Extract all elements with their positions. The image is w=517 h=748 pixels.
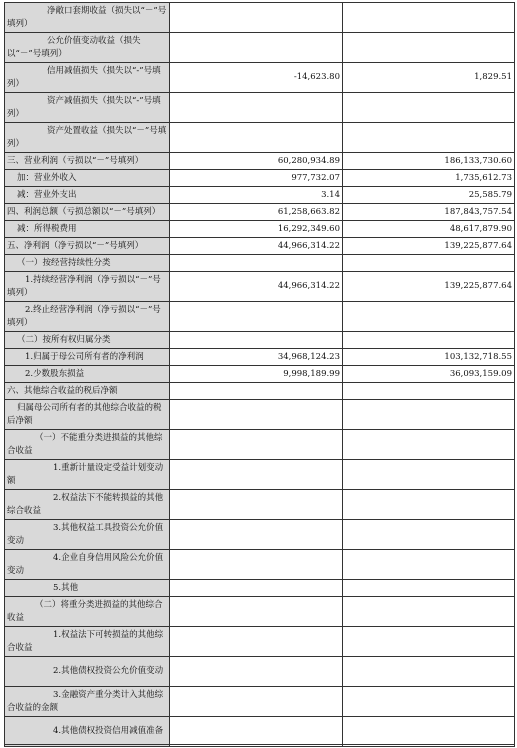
table-row [5,238,515,255]
prior-period-value [343,627,515,657]
row-label: （一）按经营持续性分类 [5,255,170,272]
prior-period-value: 139,225,877.64 [343,238,515,255]
row-label: 3.其他权益工具投资公允价值变动 [5,520,170,550]
row-label: 2.权益法下不能转损益的其他综合收益 [5,490,170,520]
current-period-value [170,255,343,272]
row-label: 减：营业外支出 [5,187,170,204]
table-row [5,187,515,204]
table-row [5,580,515,597]
current-period-value: 44,966,314.22 [170,272,343,302]
row-label: 归属母公司所有者的其他综合收益的税后净额 [5,400,170,430]
prior-period-value [343,717,515,747]
current-period-value: 44,966,314.22 [170,238,343,255]
table-row [5,63,515,93]
current-period-value [170,550,343,580]
row-label: （一）不能重分类进损益的其他综合收益 [5,430,170,460]
row-label: 四、利润总额（亏损总额以“－”号填列） [5,204,170,221]
row-label: 5.其他 [5,580,170,597]
table-row [5,717,515,747]
prior-period-value [343,400,515,430]
row-label: 1.重新计量设定受益计划变动额 [5,460,170,490]
prior-period-value [343,255,515,272]
current-period-value [170,687,343,717]
table-row [5,272,515,302]
current-period-value [170,302,343,332]
prior-period-value [343,520,515,550]
current-period-value: 60,280,934.89 [170,153,343,170]
current-period-value [170,627,343,657]
table-row [5,520,515,550]
prior-period-value: 103,132,718.55 [343,349,515,366]
prior-period-value [343,490,515,520]
current-period-value: 977,732.07 [170,170,343,187]
table-row [5,3,515,33]
prior-period-value [343,332,515,349]
table-row [5,383,515,400]
prior-period-value [343,687,515,717]
current-period-value [170,717,343,747]
current-period-value [170,383,343,400]
table-row [5,597,515,627]
prior-period-value [343,597,515,627]
table-row [5,627,515,657]
current-period-value: 3.14 [170,187,343,204]
row-label: 1.持续经营净利润（净亏损以“－”号填列） [5,272,170,302]
current-period-value [170,490,343,520]
row-label: 五、净利润（净亏损以“－”号填列） [5,238,170,255]
current-period-value [170,597,343,627]
table-row [5,687,515,717]
current-period-value: 61,258,663.82 [170,204,343,221]
row-label: 资产处置收益（损失以“－”号填列） [5,123,170,153]
income-statement-table [4,2,515,747]
table-row [5,255,515,272]
row-label: 六、其他综合收益的税后净额 [5,383,170,400]
prior-period-value [343,550,515,580]
prior-period-value [343,123,515,153]
row-label: 1.归属于母公司所有者的净利润 [5,349,170,366]
current-period-value: -14,623.80 [170,63,343,93]
prior-period-value: 186,133,730.60 [343,153,515,170]
table-row [5,490,515,520]
current-period-value [170,123,343,153]
row-label: 4.企业自身信用风险公允价值变动 [5,550,170,580]
prior-period-value [343,657,515,687]
row-label: 4.其他债权投资信用减值准备 [5,717,170,747]
table-body [5,3,515,747]
prior-period-value [343,33,515,63]
row-label: 资产减值损失（损失以“-”号填列） [5,93,170,123]
table-row [5,400,515,430]
current-period-value [170,93,343,123]
current-period-value [170,580,343,597]
row-label: 减：所得税费用 [5,221,170,238]
table-row [5,153,515,170]
current-period-value [170,430,343,460]
current-period-value [170,520,343,550]
current-period-value: 9,998,189.99 [170,366,343,383]
current-period-value [170,3,343,33]
row-label: 2.少数股东损益 [5,366,170,383]
prior-period-value: 25,585.79 [343,187,515,204]
current-period-value [170,332,343,349]
table-row [5,33,515,63]
table-row [5,204,515,221]
row-label: 净敞口套期收益（损失以“－”号填列） [5,3,170,33]
prior-period-value [343,430,515,460]
current-period-value: 16,292,349.60 [170,221,343,238]
prior-period-value [343,302,515,332]
row-label: 公允价值变动收益（损失以“－”号填列） [5,33,170,63]
table-row [5,332,515,349]
prior-period-value: 48,617,879.90 [343,221,515,238]
row-label: 2.终止经营净利润（净亏损以“－”号填列） [5,302,170,332]
table-row [5,93,515,123]
table-row [5,221,515,238]
prior-period-value: 187,843,757.54 [343,204,515,221]
row-label: 1.权益法下可转损益的其他综合收益 [5,627,170,657]
table-row [5,366,515,383]
row-label: 三、营业利润（亏损以“－”号填列） [5,153,170,170]
row-label: 加：营业外收入 [5,170,170,187]
row-label: 信用减值损失（损失以“-”号填列） [5,63,170,93]
prior-period-value [343,93,515,123]
current-period-value: 34,968,124.23 [170,349,343,366]
table-row [5,460,515,490]
prior-period-value: 36,093,159.09 [343,366,515,383]
table-row [5,349,515,366]
prior-period-value [343,383,515,400]
prior-period-value: 1,829.51 [343,63,515,93]
current-period-value [170,657,343,687]
current-period-value [170,400,343,430]
current-period-value [170,460,343,490]
table-row [5,430,515,460]
table-row [5,657,515,687]
current-period-value [170,33,343,63]
bottom-rule [4,744,514,745]
table-row [5,550,515,580]
row-label: （二）将重分类进损益的其他综合收益 [5,597,170,627]
prior-period-value: 1,735,612.73 [343,170,515,187]
table-row [5,170,515,187]
prior-period-value: 139,225,877.64 [343,272,515,302]
prior-period-value [343,3,515,33]
table-row [5,123,515,153]
row-label: 3.金融资产重分类计入其他综合收益的金额 [5,687,170,717]
row-label: 2.其他债权投资公允价值变动 [5,657,170,687]
prior-period-value [343,580,515,597]
row-label: （二）按所有权归属分类 [5,332,170,349]
prior-period-value [343,460,515,490]
table-row [5,302,515,332]
